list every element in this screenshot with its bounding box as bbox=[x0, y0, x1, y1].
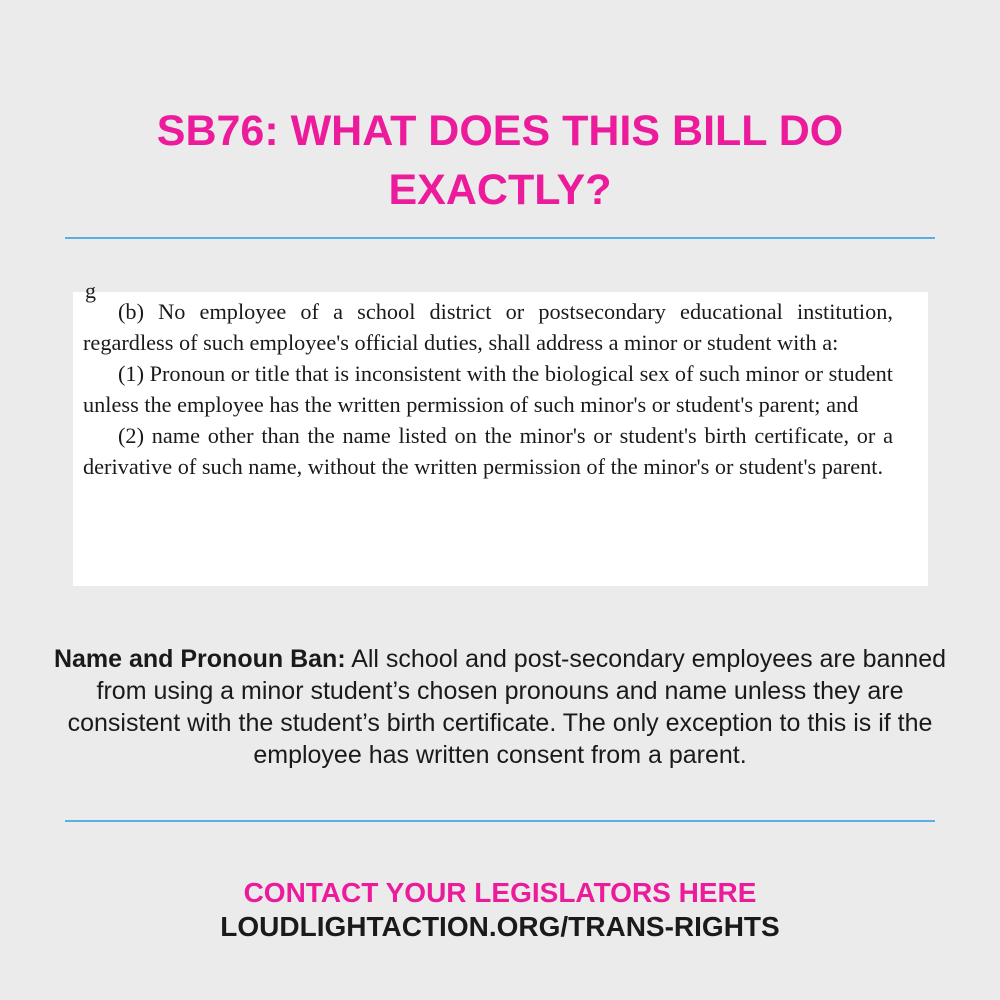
summary-body: All school and post-secondary employees are banned from using a minor student’s chosen pronouns and name unless they are consistent with the student’s birth certificate. The only exception to this is if the employee has written consent from a parent. bbox=[67, 645, 947, 769]
headline: SB76: WHAT DOES THIS BILL DO EXACTLY? bbox=[156, 107, 844, 214]
excerpt-cut-top-fragment: g bbox=[85, 278, 96, 303]
cta-url-link[interactable]: LOUDLIGHTACTION.ORG/TRANS-RIGHTS bbox=[220, 911, 780, 942]
excerpt-body bbox=[83, 296, 893, 482]
excerpt-paragraph-1: (1) Pronoun or title that is inconsistent with the biological sex of such minor or student unless the employee has the written permission of such minor's or student's parent; and bbox=[83, 361, 893, 417]
bill-excerpt-image bbox=[73, 278, 928, 586]
divider-top bbox=[65, 237, 935, 239]
cta-heading: CONTACT YOUR LEGISLATORS HERE bbox=[243, 877, 757, 908]
excerpt-paragraph-b: (b) No employee of a school district or postsecondary educational institution, regardless of such employee's official duties, shall address a minor or student with a: bbox=[83, 299, 893, 355]
summary-label: Name and Pronoun Ban: bbox=[53, 645, 346, 673]
summary-text bbox=[40, 643, 960, 771]
divider-bottom bbox=[65, 820, 935, 822]
call-to-action bbox=[60, 876, 940, 944]
excerpt-paragraph-2: (2) name other than the name listed on the minor's or student's birth certificate, or a derivative of such name, without the written permission of the minor's or student's parent. bbox=[83, 423, 893, 479]
